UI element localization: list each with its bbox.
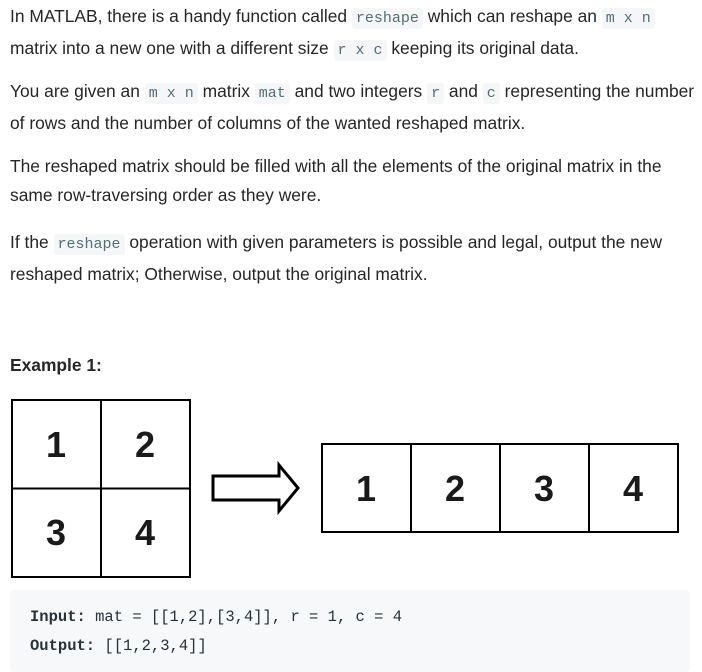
code-c: c	[483, 83, 500, 104]
p1-text-2: which can reshape an	[422, 6, 602, 26]
input-cell: 3	[45, 512, 67, 553]
output-cell: 1	[355, 468, 377, 509]
description-paragraph-4	[10, 228, 696, 288]
p2-text-1: You are given an	[10, 81, 145, 101]
example-input-line	[30, 606, 402, 628]
p2-text-2: matrix	[197, 81, 255, 101]
code-m-x-n: m x n	[602, 8, 655, 29]
p1-text-3: matrix into a new one with a different size	[10, 37, 334, 58]
output-cell: 4	[622, 468, 644, 509]
p2-text-5: representing the number of rows and the number of columns of the wanted reshaped matrix.	[10, 81, 695, 133]
code-m-x-n: m x n	[145, 83, 198, 104]
code-r-x-c: r x c	[334, 40, 387, 61]
example-heading: Example 1:	[10, 355, 102, 375]
output-cell: 2	[444, 468, 466, 509]
input-label: Input:	[30, 608, 86, 626]
description-paragraph-1	[10, 2, 696, 65]
p3-text-1: The reshaped matrix should be filled with all the elements of the original matrix in the same row-traversing order as they were.	[10, 156, 662, 205]
output-matrix	[322, 444, 678, 532]
output-value: [[1,2,3,4]]	[95, 637, 207, 655]
input-value: mat = [[1,2],[3,4]], r = 1, c = 4	[85, 608, 403, 626]
p2-text-3: and two integers	[289, 81, 428, 101]
code-r: r	[427, 83, 444, 104]
description-paragraph-2	[10, 77, 696, 137]
p2-text-4: and	[444, 81, 483, 101]
right-arrow-icon	[213, 465, 298, 511]
input-cell: 2	[134, 424, 156, 465]
code-reshape: reshape	[352, 8, 423, 29]
input-matrix	[12, 400, 190, 577]
example-output-line	[30, 635, 207, 657]
p1-text-1: In MATLAB, there is a handy function called	[10, 6, 352, 26]
reshape-diagram	[10, 397, 696, 583]
example-figure	[10, 397, 696, 583]
code-reshape: reshape	[54, 234, 125, 255]
code-mat: mat	[255, 83, 290, 104]
p1-text-4: keeping its original data.	[386, 37, 579, 58]
input-cell: 1	[45, 424, 67, 465]
description-paragraph-3	[10, 152, 696, 209]
example-code-block	[10, 590, 690, 672]
p4-text-1: If the	[10, 232, 54, 252]
input-cell: 4	[134, 512, 156, 553]
output-label: Output:	[30, 637, 96, 655]
output-cell: 3	[533, 468, 555, 509]
p4-text-2: operation with given parameters is possible and legal, output the new reshaped matrix; Otherwise, output the original matrix.	[10, 232, 663, 284]
